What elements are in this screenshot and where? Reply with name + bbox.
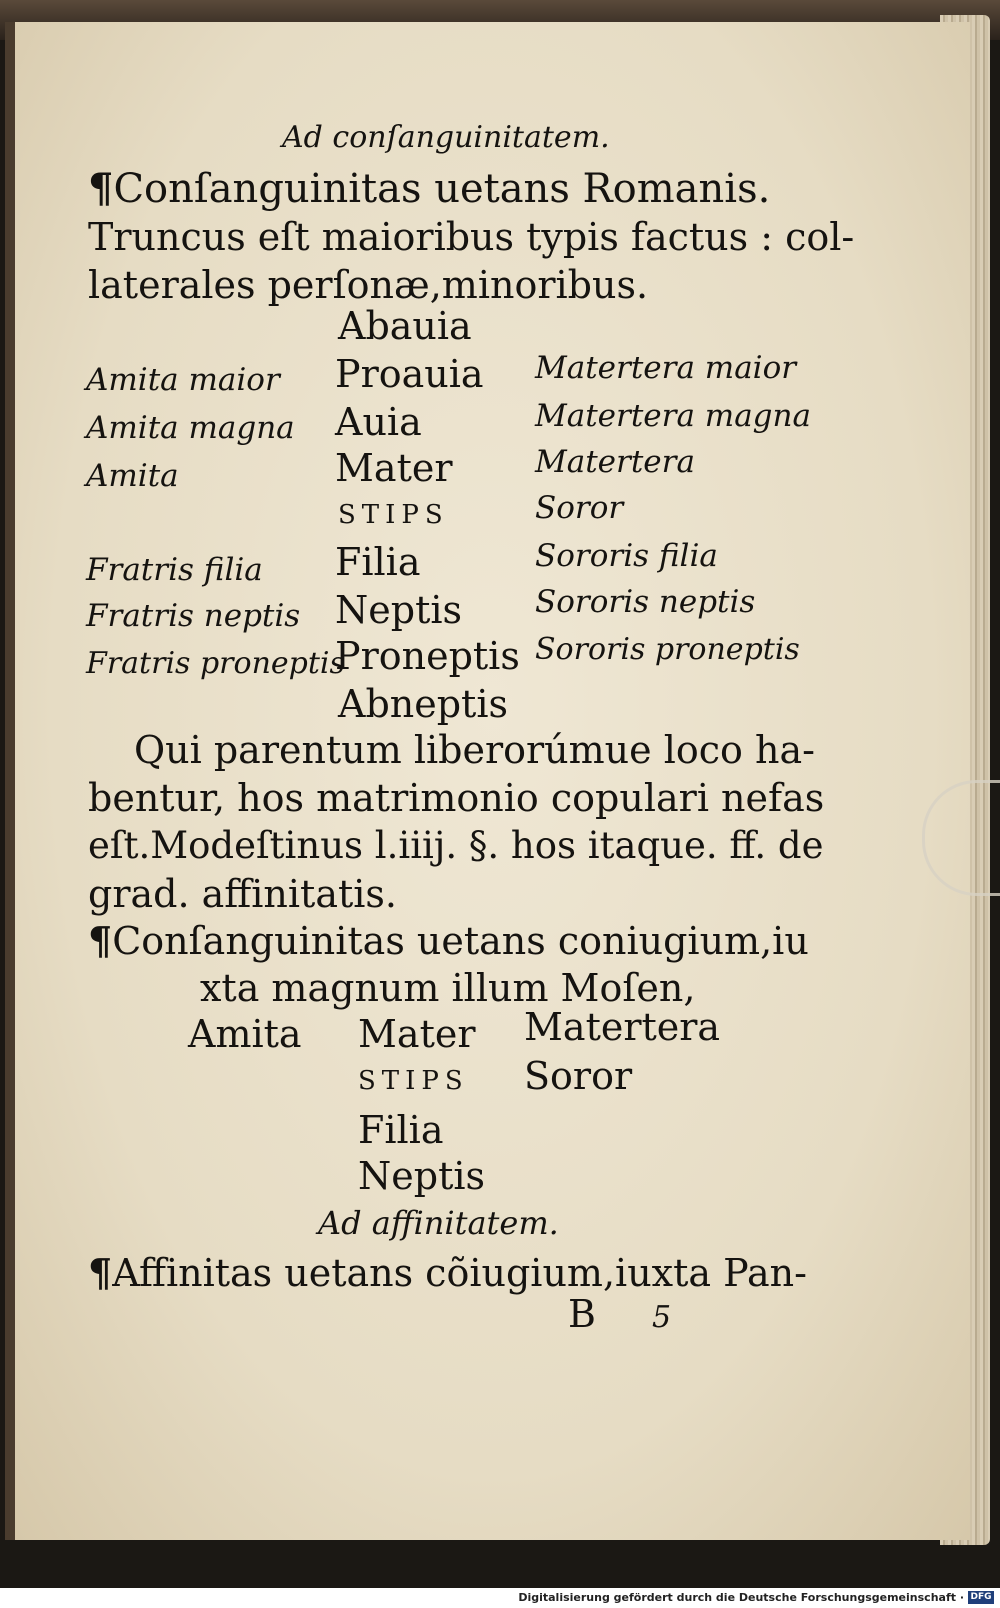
signature-letter: B <box>568 1292 596 1336</box>
table-center-5: Neptis <box>335 588 462 632</box>
table-center-0: Proauia <box>335 352 484 396</box>
table2-center-2: STIPS <box>358 1066 469 1096</box>
table-top-abauia: Abauia <box>338 304 472 348</box>
section2-heading-1: Conſanguinitas uetans coniugium,iu <box>112 919 809 963</box>
table-left-1: Amita magna <box>86 410 295 446</box>
pilcrow-mark: ¶ <box>88 918 113 963</box>
table-right-3: Soror <box>535 490 624 526</box>
section3-subhead: Ad affinitatem. <box>318 1204 559 1242</box>
footer-credit: Digitalisierung gefördert durch die Deutsche Forschungsgemeinschaft · <box>518 1591 964 1604</box>
section2-heading-line-2: xta magnum illum Moſen, <box>200 966 696 1010</box>
table2-center-1: Mater <box>358 1012 476 1056</box>
table-center-4: Filia <box>335 540 421 584</box>
paragraph-line-1: Qui parentum liberorúmue loco ha- <box>134 728 815 772</box>
table-left-5: Fratris neptis <box>86 598 301 634</box>
table-right-0: Matertera maior <box>535 350 797 386</box>
table-left-0: Amita maior <box>86 362 280 398</box>
section3-heading-line <box>88 1250 807 1295</box>
pilcrow-mark: ¶ <box>88 1250 113 1295</box>
pilcrow-mark: ¶ <box>88 165 114 212</box>
paragraph-line-2: bentur, hos matrimonio copulari nefas <box>88 776 825 820</box>
table-center-6: Proneptis <box>335 634 520 678</box>
table-right-5: Sororis neptis <box>535 584 756 620</box>
section2-heading-line-1 <box>88 918 809 963</box>
section1-heading: Conſanguinitas uetans Romanis. <box>113 166 771 212</box>
table-left-2: Amita <box>86 458 179 494</box>
table-right-6: Sororis proneptis <box>535 632 800 667</box>
section3-heading: Affinitas uetans cõiugium,iuxta Pan- <box>112 1251 807 1295</box>
dfg-logo: DFG <box>968 1591 994 1604</box>
table2-right-1: Matertera <box>524 1005 721 1049</box>
table-center-3: STIPS <box>338 500 449 530</box>
intro-line-1: Truncus eſt maioribus typis factus : col- <box>88 215 855 259</box>
table2-left-1: Amita <box>188 1012 302 1056</box>
section1-heading-line <box>88 165 770 212</box>
table-left-6: Fratris proneptis <box>86 646 345 681</box>
signature-number: 5 <box>652 1300 672 1335</box>
table-right-2: Matertera <box>535 444 695 480</box>
paragraph-line-3: eſt.Modeſtinus l.iiij. §. hos itaque. ff. de <box>88 824 824 867</box>
table-center-1: Auia <box>335 400 422 444</box>
intro-line-2: laterales perſonæ,minoribus. <box>88 263 649 307</box>
running-head: Ad conſanguinitatem. <box>282 120 610 155</box>
table-left-4: Fratris filia <box>86 552 263 588</box>
table-right-1: Matertera magna <box>535 398 811 434</box>
table-center-2: Mater <box>335 446 453 490</box>
table2-center-3: Filia <box>358 1108 444 1152</box>
table2-right-2: Soror <box>524 1054 633 1098</box>
table-bottom-abneptis: Abneptis <box>338 682 508 726</box>
paragraph-line-4: grad. affinitatis. <box>88 872 397 916</box>
table-right-4: Sororis filia <box>535 538 718 574</box>
table2-center-4: Neptis <box>358 1154 485 1198</box>
